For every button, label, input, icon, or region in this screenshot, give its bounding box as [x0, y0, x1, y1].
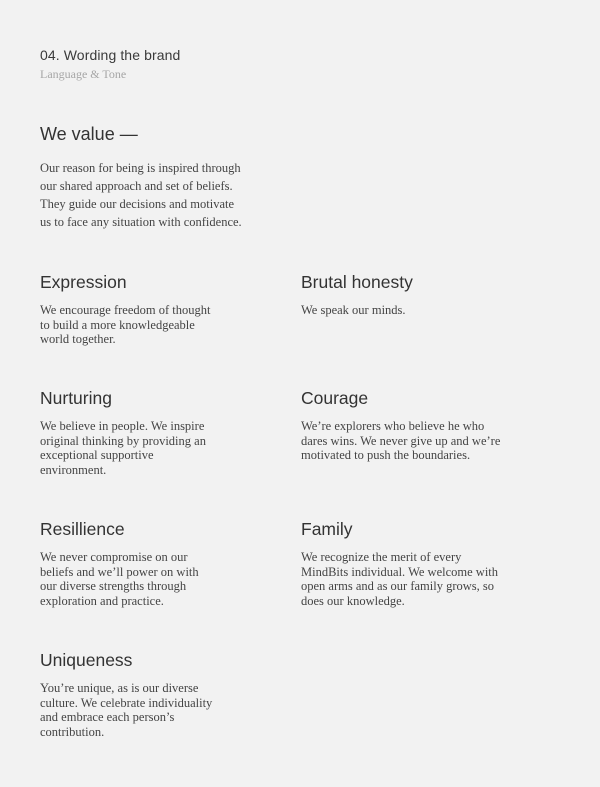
value-heading: Expression — [40, 272, 127, 292]
value-description — [40, 303, 260, 347]
value-card-nurturing — [40, 387, 260, 477]
value-heading: Family — [301, 519, 353, 539]
value-line: We recognize the merit of every — [301, 550, 462, 564]
value-heading: Nurturing — [40, 388, 112, 408]
value-heading: Uniqueness — [40, 650, 133, 670]
value-line: We believe in people. We inspire — [40, 419, 205, 433]
section-subtitle: Language & Tone — [40, 67, 127, 81]
intro-heading: We value — — [40, 124, 138, 144]
value-line: We encourage freedom of thought — [40, 303, 211, 317]
value-card-courage — [301, 387, 551, 463]
intro-line: They guide our decisions and motivate — [40, 197, 235, 211]
section-title: 04. Wording the brand — [40, 47, 181, 63]
value-line: our diverse strengths through — [40, 579, 187, 594]
value-description — [40, 419, 260, 477]
value-line: MindBits individual. We welcome with — [301, 564, 499, 579]
intro-line: our shared approach and set of beliefs. — [40, 179, 233, 193]
value-card-brutal-honesty — [301, 271, 541, 318]
value-description — [40, 681, 260, 739]
value-description — [40, 550, 260, 608]
value-line: does our knowledge. — [301, 593, 405, 608]
value-line: We never compromise on our — [40, 550, 188, 564]
value-line: and embrace each person’s — [40, 710, 175, 725]
intro-line: Our reason for being is inspired through — [40, 161, 241, 175]
value-line: motivated to push the boundaries. — [301, 448, 471, 463]
value-description — [301, 550, 551, 608]
value-card-resillience — [40, 518, 260, 608]
value-heading: Resillience — [40, 519, 125, 539]
value-line: dares wins. We never give up and we’re — [301, 433, 501, 448]
value-description — [301, 419, 551, 463]
value-card-uniqueness — [40, 649, 260, 739]
value-line: contribution. — [40, 724, 105, 739]
value-line: to build a more knowledgeable — [40, 317, 195, 332]
value-heading: Brutal honesty — [301, 272, 413, 292]
value-description — [301, 303, 541, 318]
value-line: exceptional supportive — [40, 448, 154, 463]
value-heading: Courage — [301, 388, 369, 408]
value-line: original thinking by providing an — [40, 433, 206, 448]
value-line: You’re unique, as is our diverse — [40, 681, 199, 695]
value-line: open arms and as our family grows, so — [301, 579, 495, 594]
value-line: beliefs and we’ll power on with — [40, 564, 199, 579]
intro-paragraph — [40, 159, 270, 231]
value-line: environment. — [40, 462, 107, 477]
value-line: We’re explorers who believe he who — [301, 419, 485, 433]
value-line: We speak our minds. — [301, 303, 406, 317]
value-line: exploration and practice. — [40, 593, 164, 608]
value-line: world together. — [40, 332, 116, 347]
intro-line: us to face any situation with confidence. — [40, 215, 242, 229]
value-card-family — [301, 518, 551, 608]
value-card-expression — [40, 271, 260, 347]
value-line: culture. We celebrate individuality — [40, 695, 213, 710]
